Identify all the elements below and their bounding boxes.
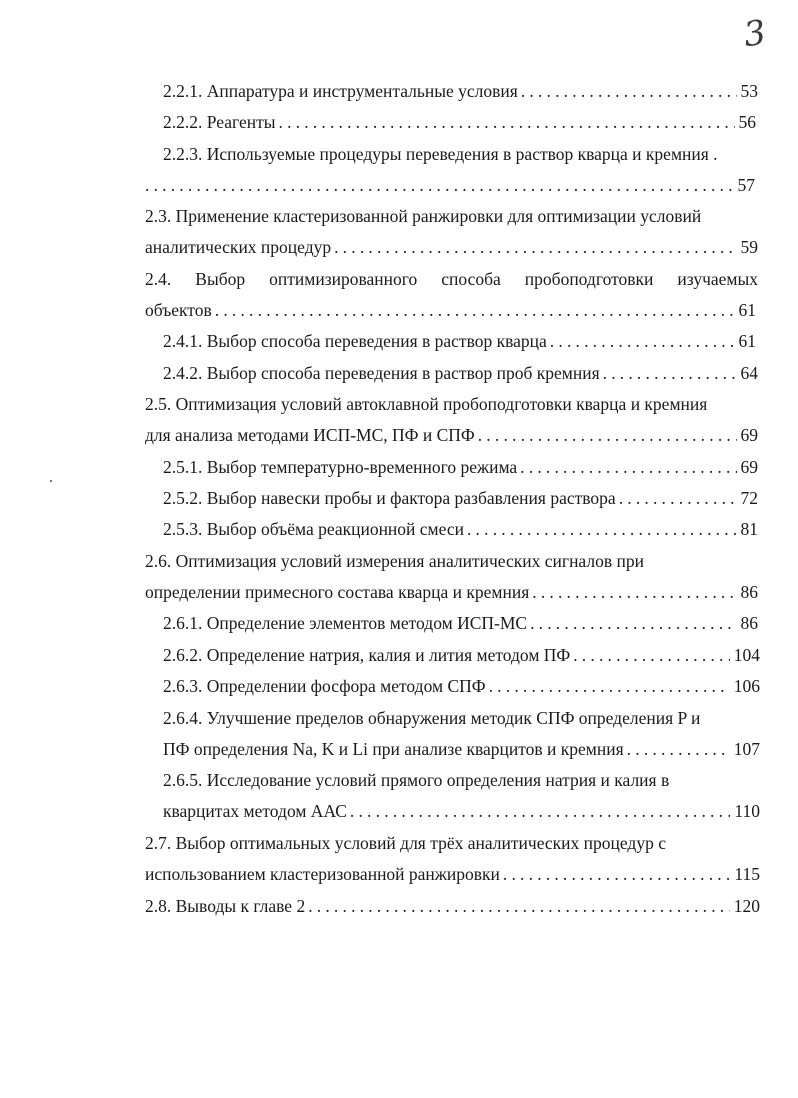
toc-entry-page: 104 bbox=[733, 645, 760, 665]
toc-entry-2-5-1 bbox=[163, 452, 758, 482]
handwritten-page-number: 3 bbox=[741, 12, 769, 56]
toc-entry-title: 2.6.1. Определение элементов методом ИСП-МС bbox=[163, 613, 528, 633]
toc-entry-2-5-2 bbox=[163, 483, 758, 513]
toc-entry-2-6-3 bbox=[163, 671, 760, 701]
toc-leader-dots bbox=[573, 640, 730, 670]
toc-entry-page: 110 bbox=[734, 801, 760, 821]
toc-entry-title: 2.5.3. Выбор объёма реакционной смеси bbox=[163, 519, 464, 539]
toc-entry-title: 2.5.2. Выбор навески пробы и фактора разбавления раствора bbox=[163, 488, 616, 508]
toc-entry-title: использованием кластеризованной ранжировки bbox=[145, 864, 500, 884]
toc-entry-2-5-3 bbox=[163, 514, 758, 544]
toc-entry-page: 69 bbox=[740, 425, 758, 445]
toc-entry-page: 106 bbox=[733, 676, 760, 696]
toc-entry-page: 115 bbox=[734, 864, 760, 884]
toc-leader-dots bbox=[503, 859, 731, 889]
toc-entry-page: 120 bbox=[733, 896, 760, 916]
toc-leader-dots bbox=[145, 170, 732, 200]
toc-entry-page: 57 bbox=[737, 175, 755, 195]
toc-entry-2-2-2 bbox=[163, 107, 756, 137]
toc-entry-page: 61 bbox=[738, 300, 756, 320]
toc-leader-dots bbox=[308, 891, 730, 921]
toc-entry-2-3-line2 bbox=[145, 232, 758, 262]
toc-entry-2-6-line1: 2.6. Оптимизация условий измерения аналитических сигналов при bbox=[145, 551, 644, 571]
toc-entry-2-5-line1: 2.5. Оптимизация условий автоклавной пробоподготовки кварца и кремния bbox=[145, 394, 708, 414]
toc-entry-2-4-1 bbox=[163, 326, 756, 356]
toc-entry-2-2-1 bbox=[163, 76, 758, 106]
toc-entry-2-4-2 bbox=[163, 358, 758, 388]
toc-entry-title: 2.4.2. Выбор способа переведения в раствор проб кремния bbox=[163, 363, 600, 383]
toc-leader-dots bbox=[603, 358, 737, 388]
toc-entry-title: 2.8. Выводы к главе 2 bbox=[145, 896, 306, 916]
toc-entry-2-6-5-line2 bbox=[163, 796, 760, 826]
toc-entry-2-2-3-line1: 2.2.3. Используемые процедуры переведения в раствор кварца и кремния . bbox=[163, 144, 718, 164]
toc-entry-2-6-5-line1: 2.6.5. Исследование условий прямого определения натрия и калия в bbox=[163, 770, 670, 790]
toc-entry-title: 2.2.1. Аппаратура и инструментальные условия bbox=[163, 81, 518, 101]
toc-entry-page: 86 bbox=[740, 613, 758, 633]
toc-entry-title: определении примесного состава кварца и кремния bbox=[145, 582, 530, 602]
toc-entry-title: аналитических процедур bbox=[145, 237, 332, 257]
toc-leader-dots bbox=[489, 671, 730, 701]
toc-entry-title: 2.2.2. Реагенты bbox=[163, 112, 276, 132]
toc-entry-title: ПФ определения Na, K и Li при анализе кварцитов и кремния bbox=[163, 739, 624, 759]
toc-entry-2-3-line1: 2.3. Применение кластеризованной ранжировки для оптимизации условий bbox=[145, 206, 702, 226]
toc-entry-2-4-line2 bbox=[145, 295, 756, 325]
toc-entry-2-8 bbox=[145, 891, 760, 921]
toc-entry-2-7-line1: 2.7. Выбор оптимальных условий для трёх аналитических процедур с bbox=[145, 833, 666, 853]
toc-leader-dots bbox=[550, 326, 735, 356]
toc-entry-title: 2.6.3. Определении фосфора методом СПФ bbox=[163, 676, 486, 696]
toc-entry-2-6-2 bbox=[163, 640, 760, 670]
toc-entry-title: кварцитах методом ААС bbox=[163, 801, 347, 821]
toc-leader-dots bbox=[279, 107, 735, 137]
toc-leader-dots bbox=[530, 608, 736, 638]
scan-speck bbox=[50, 480, 52, 482]
toc-entry-2-6-1 bbox=[163, 608, 758, 638]
toc-leader-dots bbox=[627, 734, 730, 764]
toc-entry-page: 56 bbox=[738, 112, 756, 132]
toc-entry-page: 81 bbox=[740, 519, 758, 539]
toc-leader-dots bbox=[350, 796, 731, 826]
toc-leader-dots bbox=[532, 577, 736, 607]
toc-entry-page: 59 bbox=[740, 237, 758, 257]
toc-leader-dots bbox=[334, 232, 736, 262]
toc-entry-title: объектов bbox=[145, 300, 212, 320]
toc-leader-dots bbox=[520, 452, 736, 482]
toc-entry-title: 2.6.2. Определение натрия, калия и лития методом ПФ bbox=[163, 645, 571, 665]
toc-leader-dots bbox=[215, 295, 735, 325]
toc-entry-page: 53 bbox=[740, 81, 758, 101]
toc-entry-page: 64 bbox=[740, 363, 758, 383]
toc-entry-page: 107 bbox=[733, 739, 760, 759]
toc-entry-title: 2.5.1. Выбор температурно-временного режима bbox=[163, 457, 518, 477]
toc-leader-dots bbox=[619, 483, 737, 513]
toc-entry-title: 2.4.1. Выбор способа переведения в раствор кварца bbox=[163, 331, 547, 351]
toc-entry-title: для анализа методами ИСП-МС, ПФ и СПФ bbox=[145, 425, 475, 445]
toc-leader-dots bbox=[521, 76, 737, 106]
toc-entry-2-2-3-line2 bbox=[145, 170, 755, 200]
toc-entry-page: 69 bbox=[740, 457, 758, 477]
toc-entry-2-4-line1: 2.4. Выбор оптимизированного способа пробоподготовки изучаемых bbox=[145, 269, 758, 289]
toc-entry-page: 72 bbox=[740, 488, 758, 508]
toc-entry-2-6-4-line2 bbox=[163, 734, 760, 764]
toc-leader-dots bbox=[467, 514, 737, 544]
toc-entry-page: 86 bbox=[740, 582, 758, 602]
toc-entry-2-6-line2 bbox=[145, 577, 758, 607]
toc-entry-2-5-line2 bbox=[145, 420, 758, 450]
toc-entry-page: 61 bbox=[738, 331, 756, 351]
toc-entry-2-7-line2 bbox=[145, 859, 760, 889]
toc-leader-dots bbox=[478, 420, 737, 450]
toc-entry-2-6-4-line1: 2.6.4. Улучшение пределов обнаружения методик СПФ определения P и bbox=[163, 708, 701, 728]
